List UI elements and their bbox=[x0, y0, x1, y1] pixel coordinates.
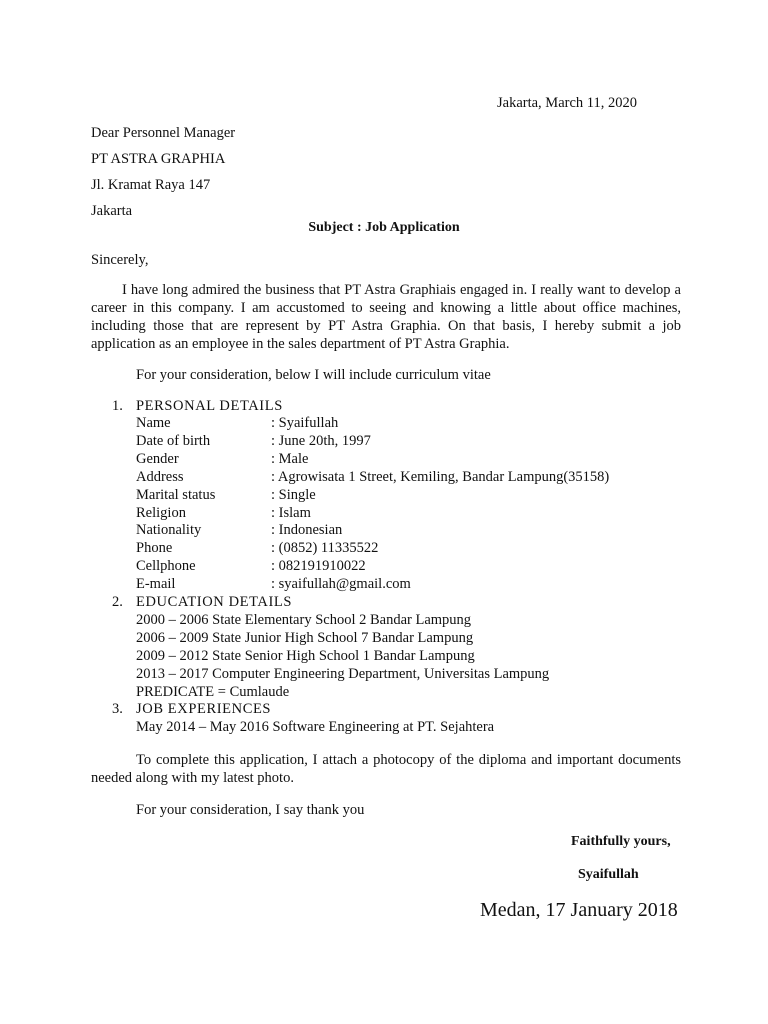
intro-paragraph bbox=[91, 281, 681, 353]
education-entry: 2006 – 2009 State Junior High School 7 Bandar Lampung bbox=[136, 630, 474, 646]
footer-date: Medan, 17 January 2018 bbox=[480, 899, 678, 921]
field-value: : Agrowisata 1 Street, Kemiling, Bandar Lampung(35158) bbox=[271, 469, 610, 485]
salutation: Sincerely, bbox=[91, 252, 149, 268]
field-value: : Indonesian bbox=[271, 522, 343, 538]
education-entry: 2000 – 2006 State Elementary School 2 Bandar Lampung bbox=[136, 612, 472, 628]
field-value: : Syaifullah bbox=[271, 415, 339, 431]
education-entry: 2009 – 2012 State Senior High School 1 Bandar Lampung bbox=[136, 648, 475, 664]
field-value: : Male bbox=[271, 451, 309, 467]
field-label: Nationality bbox=[136, 522, 202, 538]
closing: Faithfully yours, bbox=[571, 834, 671, 849]
signer-name: Syaifullah bbox=[578, 867, 639, 882]
education-predicate: PREDICATE = Cumlaude bbox=[136, 684, 290, 700]
field-value: : (0852) 11335522 bbox=[271, 540, 379, 556]
job-experiences-heading: JOB EXPERIENCES bbox=[136, 701, 272, 717]
field-label: Address bbox=[136, 469, 184, 485]
field-label: Name bbox=[136, 415, 171, 431]
section-number: 1. bbox=[112, 398, 123, 414]
field-value: : Islam bbox=[271, 505, 311, 521]
education-details-heading: EDUCATION DETAILS bbox=[136, 594, 293, 610]
field-value: : Single bbox=[271, 487, 316, 503]
section-number: 2. bbox=[112, 594, 123, 610]
subject-line: Subject : Job Application bbox=[308, 220, 460, 235]
cv-intro: For your consideration, below I will include curriculum vitae bbox=[136, 367, 491, 383]
personal-details-heading: PERSONAL DETAILS bbox=[136, 398, 283, 414]
field-value: : 082191910022 bbox=[271, 558, 366, 574]
education-entry: 2013 – 2017 Computer Engineering Department, Universitas Lampung bbox=[136, 666, 550, 682]
recipient-line-4: Jakarta bbox=[91, 203, 133, 219]
field-label: Gender bbox=[136, 451, 179, 467]
recipient-line-1: Dear Personnel Manager bbox=[91, 125, 236, 141]
field-label: E-mail bbox=[136, 576, 176, 592]
section-number: 3. bbox=[112, 701, 123, 717]
intro-paragraph-text: I have long admired the business that PT Astra Graphiais engaged in. I really want to develop a career in this company. I am accustomed to seeing and knowing a little about office machines, including those that are represent by PT Astra Graphia. On that basis, I hereby submit a job application as an employee in the sales department of PT Astra Graphia. bbox=[91, 282, 681, 352]
field-label: Phone bbox=[136, 540, 173, 556]
field-value: : June 20th, 1997 bbox=[271, 433, 371, 449]
thanks-line: For your consideration, I say thank you bbox=[136, 802, 365, 818]
field-value: : syaifullah@gmail.com bbox=[271, 576, 411, 592]
job-entry: May 2014 – May 2016 Software Engineering at PT. Sejahtera bbox=[136, 719, 495, 735]
field-label: Cellphone bbox=[136, 558, 196, 574]
attachment-paragraph-text: To complete this application, I attach a photocopy of the diploma and important documents needed along with my latest photo. bbox=[91, 752, 681, 786]
field-label: Date of birth bbox=[136, 433, 211, 449]
attachment-paragraph bbox=[91, 751, 681, 787]
field-label: Marital status bbox=[136, 487, 216, 503]
recipient-line-3: Jl. Kramat Raya 147 bbox=[91, 177, 211, 193]
field-label: Religion bbox=[136, 505, 186, 521]
letter-date: Jakarta, March 11, 2020 bbox=[497, 95, 637, 111]
recipient-line-2: PT ASTRA GRAPHIA bbox=[91, 151, 226, 167]
